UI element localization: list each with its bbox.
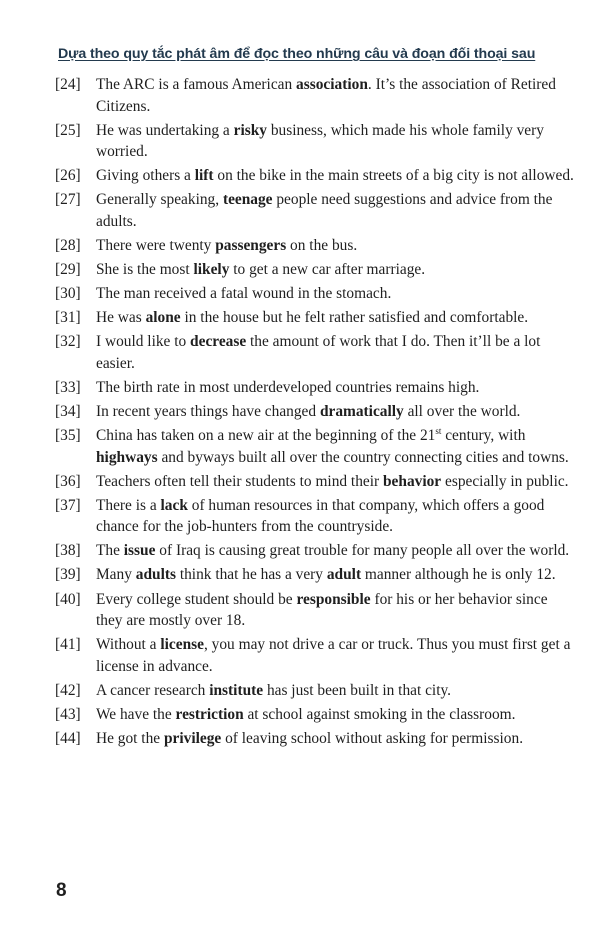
sentence-item (0, 634, 576, 677)
sentence-item (0, 425, 576, 468)
highlighted-word: restriction (175, 705, 244, 723)
sentence-text: of human resources in that company, which offers a good chance for the job-hunters from the countryside. (96, 496, 545, 536)
highlighted-word: responsible (296, 590, 371, 608)
sentence-number: [38] (55, 542, 81, 560)
sentence-text: and byways built all over the country connecting cities and towns. (157, 448, 569, 466)
sentence-text: Many (96, 566, 136, 584)
sentence-number: [41] (55, 636, 81, 654)
sentence-text: century, with (441, 427, 526, 445)
sentence-text: She is the most (96, 260, 194, 278)
highlighted-word: privilege (163, 729, 222, 747)
sentence-text: We have the (96, 705, 176, 723)
sentence-text: The man received a fatal wound in the stomach. (96, 285, 392, 303)
sentence-number: [42] (55, 681, 81, 699)
sentence-item (0, 235, 576, 257)
sentence-text: on the bus. (286, 236, 358, 254)
sentence-text: in the house but he felt rather satisfied and comfortable. (180, 309, 529, 327)
sentence-number: [25] (55, 121, 81, 139)
sentence-text: There is a (96, 496, 161, 514)
highlighted-word: issue (123, 542, 156, 560)
sentence-text: people need suggestions and advice from the adults. (96, 191, 553, 230)
sentence-item (0, 74, 576, 117)
sentence-text: In recent years things have changed (96, 402, 320, 420)
sentence-text: of Iraq is causing great trouble for many people all over the world. (155, 542, 570, 560)
sentence-text: I would like to (96, 333, 191, 351)
sentence-number: [26] (55, 167, 81, 185)
sentence-item (0, 704, 576, 726)
sentence-text: the amount of work that I do. Then it’ll be a lot easier. (96, 333, 541, 372)
sentence-number: [40] (55, 590, 81, 608)
sentence-number: [39] (55, 566, 81, 584)
sentence-number: [34] (55, 402, 81, 420)
sentence-item (0, 165, 576, 187)
sentence-item (0, 401, 576, 423)
sentence-text: for his or her behavior since they are mostly over 18. (96, 590, 548, 629)
sentence-text: , you may not drive a car or truck. Thus you must first get a license in advance. (96, 636, 571, 675)
sentence-text: He was undertaking a (96, 121, 234, 139)
highlighted-word: adults (135, 566, 176, 584)
sentence-text: He got the (96, 729, 164, 747)
highlighted-word: alone (145, 309, 181, 327)
sentence-text: Giving others a (96, 167, 195, 185)
sentence-item (0, 589, 576, 632)
highlighted-word: adult (326, 566, 362, 584)
highlighted-word: institute (209, 681, 264, 699)
sentence-text: Every college student should be (96, 590, 297, 608)
sentence-item (0, 728, 576, 750)
sentence-item (0, 259, 576, 281)
sentence-number: [35] (55, 427, 81, 445)
sentence-text: manner although he is only 12. (361, 566, 556, 584)
highlighted-word: association (296, 76, 368, 93)
sentence-number: [44] (55, 729, 81, 747)
sentence-number: [32] (55, 333, 81, 351)
sentence-number: [36] (55, 472, 81, 490)
sentence-text: at school against smoking in the classroom. (243, 705, 516, 723)
sentence-number: [37] (55, 496, 81, 514)
highlighted-word: highways (96, 448, 158, 466)
sentence-number: [29] (55, 260, 81, 278)
sentence-text: business, which made his whole family very worried. (96, 121, 544, 161)
sentence-text: especially in public. (441, 472, 569, 490)
sentence-text: The (96, 542, 124, 560)
page-number: 8 (56, 880, 67, 901)
highlighted-word: teenage (222, 191, 273, 209)
sentence-item (0, 564, 576, 586)
sentence-item (0, 680, 576, 702)
sentence-item (0, 471, 576, 493)
sentence-text: A cancer research (96, 681, 210, 699)
highlighted-word: passengers (215, 236, 287, 254)
highlighted-word: lift (194, 167, 214, 185)
sentence-text: The ARC is a famous American (96, 76, 297, 93)
sentence-item (0, 120, 576, 163)
highlighted-word: risky (233, 121, 267, 139)
sentence-text: all over the world. (403, 402, 521, 420)
highlighted-word: behavior (383, 472, 442, 490)
sentence-number: [27] (55, 191, 81, 209)
sentence-number: [30] (55, 285, 81, 303)
sentence-text: Without a (96, 636, 161, 654)
sentence-number: [33] (55, 378, 81, 396)
sentence-item (0, 495, 576, 538)
sentence-text: The birth rate in most underdeveloped countries remains high. (96, 378, 480, 396)
sentence-text: Teachers often tell their students to mind their (96, 472, 383, 490)
sentence-item (0, 377, 576, 399)
sentence-item (0, 540, 576, 562)
sentence-item (0, 189, 576, 232)
sentence-number: [43] (55, 705, 81, 723)
sentence-text: on the bike in the main streets of a big city is not allowed. (213, 167, 574, 185)
sentence-item (0, 283, 576, 305)
sentence-number: [28] (55, 236, 81, 254)
sentence-text: China has taken on a new air at the beginning of the 21 (96, 427, 436, 445)
sentence-number: [24] (55, 76, 81, 93)
sentence-text: think that he has a very (175, 566, 327, 584)
highlighted-word: lack (160, 496, 188, 514)
sentence-text: Generally speaking, (96, 191, 223, 209)
sentence-item (0, 331, 576, 374)
sentence-text: There were twenty (96, 236, 216, 254)
sentence-text: has just been built in that city. (263, 681, 452, 699)
highlighted-word: likely (193, 260, 230, 278)
sentence-text: of leaving school without asking for permission. (221, 729, 524, 747)
sentence-list (0, 74, 591, 752)
sentence-item (0, 307, 576, 329)
highlighted-word: license (160, 636, 204, 654)
highlighted-word: dramatically (319, 402, 404, 420)
sentence-number: [31] (55, 309, 81, 327)
section-heading: Dựa theo quy tắc phát âm để đọc theo những câu và đoạn đối thoại sau (58, 46, 536, 62)
superscript: st (435, 425, 442, 436)
sentence-text: . It’s the association of Retired Citizens. (96, 76, 556, 115)
highlighted-word: decrease (190, 333, 247, 351)
sentence-text: He was (96, 309, 146, 327)
sentence-text: to get a new car after marriage. (229, 260, 426, 278)
